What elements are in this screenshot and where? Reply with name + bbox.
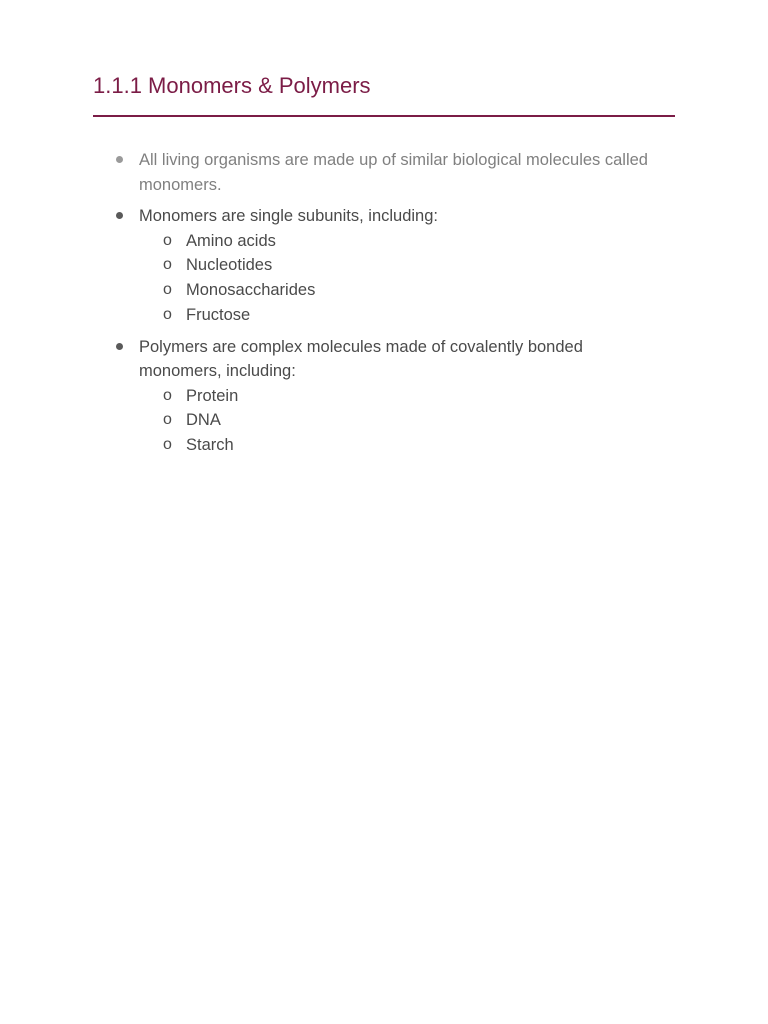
- sub-item-text: Nucleotides: [186, 256, 273, 275]
- bullet-dot-icon: [116, 212, 123, 219]
- sub-list-item: [139, 253, 653, 278]
- sub-bullet-marker: o: [163, 256, 172, 274]
- section-heading: 1.1.1 Monomers & Polymers: [93, 73, 371, 98]
- sub-bullet-marker: o: [163, 436, 172, 454]
- sub-list-item: [139, 303, 653, 328]
- sub-list-item: [139, 408, 653, 433]
- sub-item-text: Starch: [186, 436, 234, 455]
- sub-item-text: Amino acids: [186, 231, 276, 250]
- sub-list-item: [139, 278, 653, 303]
- sub-item-text: Protein: [186, 386, 239, 405]
- bullet-text: All living organisms are made up of similar biological molecules called monomers.: [139, 151, 648, 194]
- bullet-item: [93, 148, 653, 197]
- sub-item-text: Monosaccharides: [186, 281, 316, 300]
- bullet-item: [93, 335, 653, 458]
- bullet-dot-icon: [116, 343, 123, 350]
- sub-list-item: [139, 433, 653, 458]
- sub-bullet-marker: o: [163, 411, 172, 429]
- sub-list-item: [139, 229, 653, 254]
- bullet-item: [93, 204, 653, 328]
- sub-item-text: Fructose: [186, 305, 251, 324]
- sub-list: [139, 384, 653, 458]
- sub-bullet-marker: o: [163, 305, 172, 323]
- heading-divider: [93, 115, 675, 117]
- sub-list-item: [139, 384, 653, 409]
- document-body: [93, 148, 653, 465]
- sub-item-text: DNA: [186, 411, 221, 430]
- bullet-dot-icon: [116, 156, 123, 163]
- sub-bullet-marker: o: [163, 386, 172, 404]
- bullet-list: [93, 148, 653, 458]
- sub-bullet-marker: o: [163, 281, 172, 299]
- sub-bullet-marker: o: [163, 231, 172, 249]
- bullet-text: Polymers are complex molecules made of covalently bonded monomers, including:: [139, 337, 583, 381]
- bullet-text: Monomers are single subunits, including:: [139, 207, 438, 225]
- sub-list: [139, 229, 653, 328]
